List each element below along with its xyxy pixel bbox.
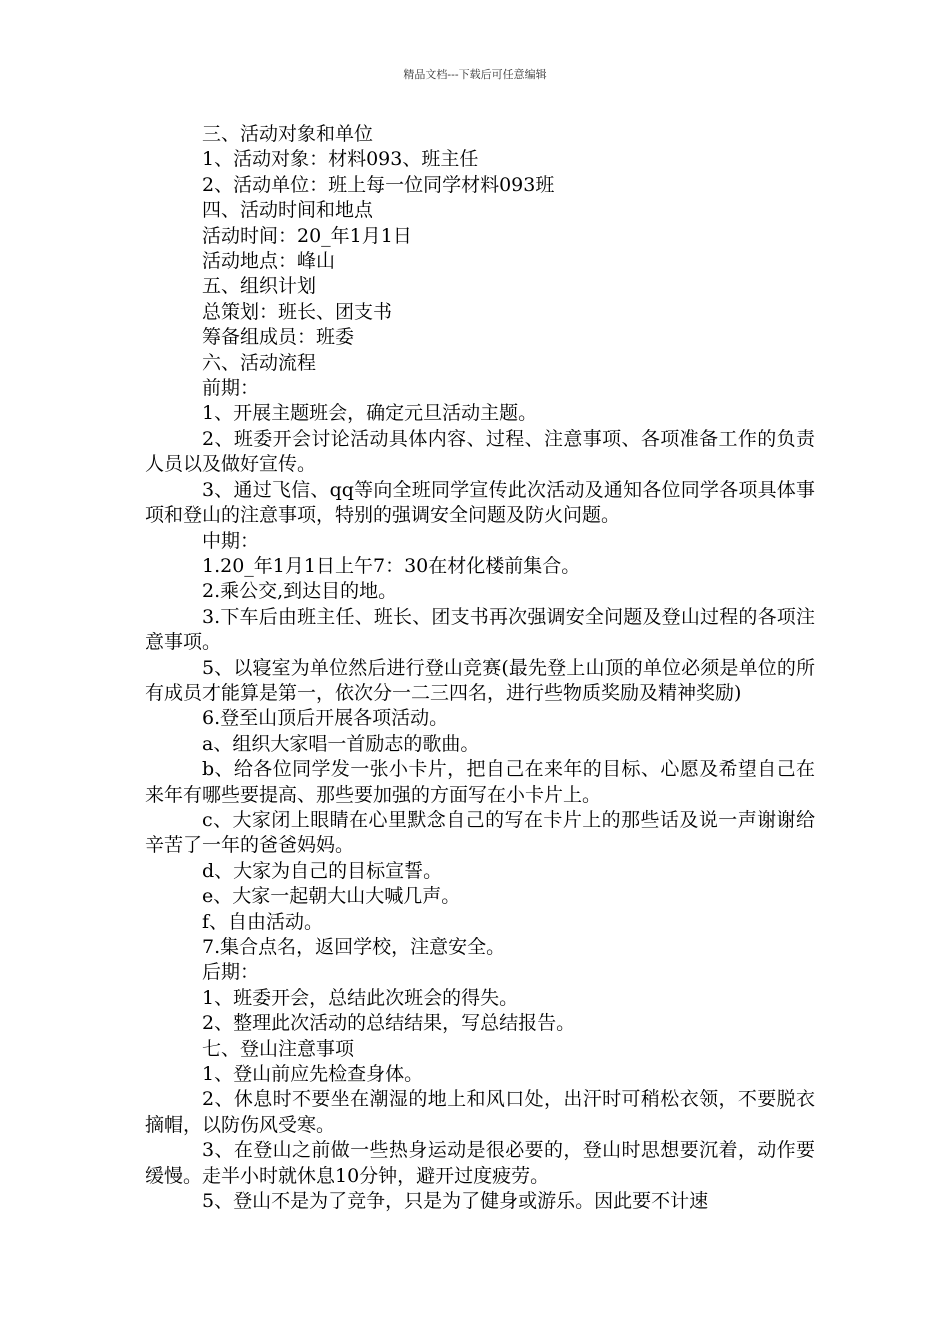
paragraph: 前期： [202,377,260,400]
paragraph: 1、活动对象：材料093、班主任 [202,148,479,171]
paragraph: 5、以寝室为单位然后进行登山竞赛(最先登上山顶的单位必须是单位的所有成员才能算是第一，依次分一二三四名，进行些物质奖励及精神奖励) [145,656,815,704]
paragraph: 活动时间：20_年1月1日 [202,224,412,247]
paragraph: c、大家闭上眼睛在心里默念自己的写在卡片上的那些话及说一声谢谢给辛苦了一年的爸爸妈妈。 [145,808,815,857]
paragraph: 后期： [202,961,260,984]
paragraph: 2、休息时不要坐在潮湿的地上和风口处，出汗时可稍松衣领，不要脱衣摘帽，以防伤风受寒。 [145,1088,815,1136]
paragraph: 1.20_年1月1日上午7：30在材化楼前集合。 [202,554,581,577]
paragraph: b、给各位同学发一张小卡片，把自己在来年的目标、心愿及希望自己在来年有哪些要提高、那些要加强的方面写在小卡片上。 [145,758,815,806]
paragraph: 总策划：班长、团支书 [202,300,393,323]
paragraph: 3、在登山之前做一些热身运动是很必要的，登山时思想要沉着，动作要缓慢。走半小时就休息10分钟，避开过度疲劳。 [145,1139,815,1187]
paragraph: 1、登山前应先检查身体。 [202,1063,424,1086]
paragraph: 2、整理此次活动的总结结果，写总结报告。 [202,1012,576,1035]
paragraph: 三、活动对象和单位 [202,123,374,145]
paragraph: 七、登山注意事项 [202,1037,355,1060]
paragraph: 四、活动时间和地点 [202,199,374,222]
paragraph: a、组织大家唱一首励志的歌曲。 [202,732,480,755]
paragraph: 5、登山不是为了竞争，只是为了健身或游乐。因此要不计速 [202,1190,709,1213]
paragraph: 7.集合点名，返回学校，注意安全。 [202,936,506,958]
paragraph: 2.乘公交,到达目的地。 [202,580,398,603]
document-body [145,122,815,1214]
paragraph: 3、通过飞信、qq等向全班同学宣传此次活动及通知各位同学各项具体事项和登山的注意事项，特别的强调安全问题及防火问题。 [145,478,815,527]
paragraph: 6.登至山顶后开展各项活动。 [202,707,449,730]
paragraph: 五、组织计划 [202,275,317,298]
paragraph: 3.下车后由班主任、班长、团支书再次强调安全问题及登山过程的各项注意事项。 [145,605,815,654]
paragraph: d、大家为自己的目标宣誓。 [202,859,443,882]
paragraph: e、大家一起朝大山大喊几声。 [202,885,461,908]
paragraph: 1、班委开会，总结此次班会的得失。 [202,986,519,1009]
paragraph: 中期： [202,529,260,552]
paragraph: 筹备组成员：班委 [202,326,355,349]
paragraph: 1、开展主题班会，确定元旦活动主题。 [202,402,538,425]
paragraph: 六、活动流程 [202,351,317,374]
paragraph: 2、活动单位：班上每一位同学材料093班 [202,173,555,196]
page-header: 精品文档---下载后可任意编辑 [403,68,547,81]
paragraph: 2、班委开会讨论活动具体内容、过程、注意事项、各项准备工作的负责人员以及做好宣传。 [145,427,815,476]
paragraph: 活动地点：峰山 [202,250,336,273]
paragraph: f、自由活动。 [202,910,324,933]
